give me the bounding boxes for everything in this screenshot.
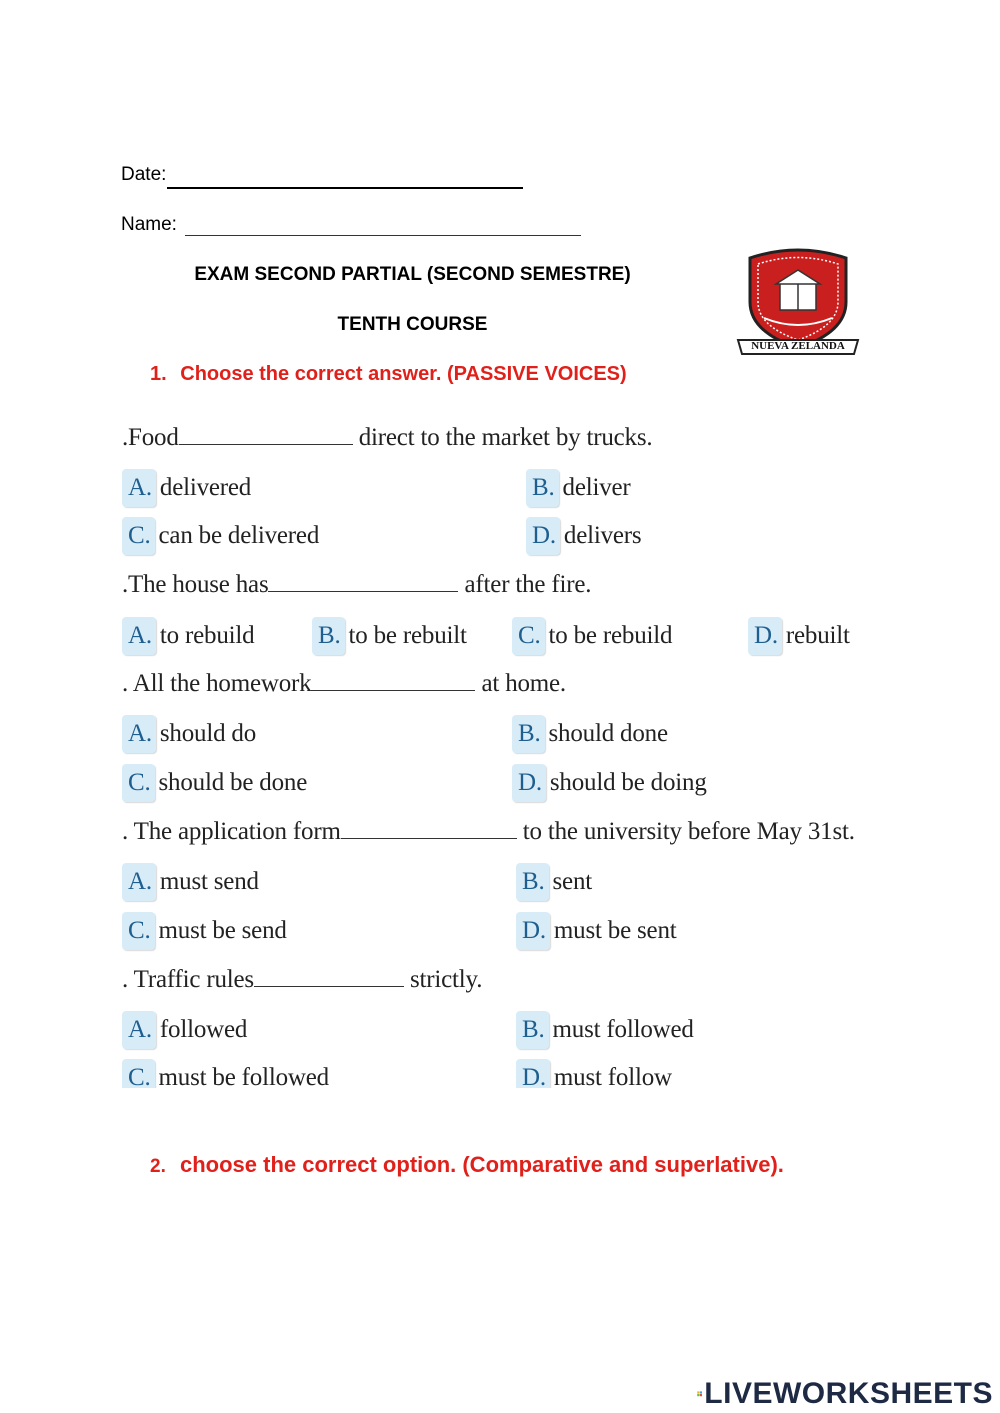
option-letter: A. — [122, 469, 156, 507]
section2-text: choose the correct option. (Comparative and superlative). — [179, 1152, 784, 1177]
q3-option-d[interactable] — [512, 763, 707, 803]
option-text: must send — [159, 868, 259, 895]
option-text: to be rebuild — [548, 622, 673, 649]
option-text: delivered — [159, 474, 252, 501]
option-letter: D. — [516, 912, 550, 950]
q1-option-d[interactable] — [526, 516, 641, 556]
question-1 — [122, 422, 652, 452]
logo-school-name: NUEVA ZELANDA — [751, 340, 845, 352]
option-letter: C. — [512, 617, 545, 655]
option-text: must be sent — [553, 917, 677, 944]
option-text: must be followed — [158, 1064, 329, 1088]
school-logo — [728, 240, 868, 364]
option-letter: B. — [312, 617, 345, 655]
q4-option-a[interactable] — [122, 862, 259, 902]
option-text: should be done — [158, 769, 308, 796]
option-text: should done — [548, 720, 668, 747]
question-3-blank[interactable] — [311, 668, 475, 691]
option-text: can be delivered — [158, 522, 320, 549]
q5-option-d[interactable] — [516, 1058, 672, 1088]
option-letter: B. — [526, 469, 559, 507]
option-letter: C. — [122, 1059, 155, 1088]
question-3 — [122, 668, 566, 698]
q3-option-c[interactable] — [122, 763, 307, 803]
option-letter: C. — [122, 517, 155, 555]
option-letter: B. — [516, 863, 549, 901]
option-letter: B. — [512, 715, 545, 753]
q3-option-b[interactable] — [512, 714, 668, 754]
question-1-before: .Food — [122, 424, 179, 451]
option-text: followed — [159, 1016, 248, 1043]
q4-option-d[interactable] — [516, 911, 677, 951]
question-4-blank[interactable] — [341, 816, 517, 839]
option-letter: A. — [122, 1011, 156, 1049]
option-letter: D. — [516, 1059, 550, 1088]
name-blank[interactable] — [185, 235, 581, 236]
date-blank[interactable] — [167, 187, 523, 189]
question-5-blank[interactable] — [254, 964, 404, 987]
q1-option-c[interactable] — [122, 516, 319, 556]
brand-text: LIVEWORKSHEETS — [704, 1377, 993, 1410]
name-label: Name: — [121, 214, 177, 235]
question-2 — [122, 569, 591, 599]
course-title: TENTH COURSE — [337, 314, 488, 335]
q4-option-c[interactable] — [122, 911, 287, 951]
option-text: rebuilt — [785, 622, 850, 649]
section1-number: 1. — [150, 363, 167, 385]
section1-text: Choose the correct answer. (PASSIVE VOICES) — [180, 363, 627, 385]
option-text: sent — [552, 868, 593, 895]
question-2-blank[interactable] — [268, 569, 458, 592]
date-row — [121, 164, 166, 186]
q2-option-b[interactable] — [312, 616, 467, 656]
section2-instruction — [150, 1152, 784, 1178]
question-1-after: direct to the market by trucks. — [358, 424, 653, 451]
exam-title: EXAM SECOND PARTIAL (SECOND SEMESTRE) — [194, 264, 631, 285]
option-text: must be send — [158, 917, 287, 944]
question-1-blank[interactable] — [179, 422, 353, 445]
liveworksheets-brand[interactable] — [697, 1376, 993, 1412]
option-letter: D. — [526, 517, 560, 555]
option-text: must followed — [552, 1016, 694, 1043]
q5-option-b[interactable] — [516, 1010, 694, 1050]
option-text: should do — [159, 720, 257, 747]
question-2-after: after the fire. — [464, 571, 592, 598]
question-4 — [122, 816, 855, 846]
option-letter: B. — [516, 1011, 549, 1049]
question-5 — [122, 964, 482, 994]
section1-instruction — [150, 363, 627, 386]
q2-option-c[interactable] — [512, 616, 672, 656]
q3-option-a[interactable] — [122, 714, 256, 754]
q4-option-b[interactable] — [516, 862, 592, 902]
name-row — [121, 214, 177, 236]
option-letter: A. — [122, 617, 156, 655]
option-letter: D. — [748, 617, 782, 655]
question-5-before: . Traffic rules — [122, 966, 254, 993]
q2-option-a[interactable] — [122, 616, 254, 656]
option-letter: D. — [512, 764, 546, 802]
q5-option-a[interactable] — [122, 1010, 247, 1050]
option-letter: A. — [122, 715, 156, 753]
question-5-after: strictly. — [410, 966, 483, 993]
option-letter: C. — [122, 912, 155, 950]
q2-option-d[interactable] — [748, 616, 850, 656]
option-text: should be doing — [549, 769, 707, 796]
option-text: must follow — [553, 1064, 672, 1088]
date-label: Date: — [121, 164, 167, 185]
question-4-before: . The application form — [122, 818, 341, 845]
option-text: delivers — [563, 522, 642, 549]
liveworksheets-logo-icon — [697, 1379, 702, 1409]
question-3-after: at home. — [481, 670, 566, 697]
option-text: to be rebuilt — [348, 622, 467, 649]
section2-number: 2. — [150, 1156, 166, 1177]
question-block — [118, 410, 898, 1088]
option-text: to rebuild — [159, 622, 255, 649]
question-2-before: .The house has — [122, 571, 269, 598]
q5-option-c[interactable] — [122, 1058, 329, 1088]
q1-option-a[interactable] — [122, 468, 251, 508]
option-text: deliver — [562, 474, 631, 501]
question-3-before: . All the homework — [122, 670, 312, 697]
question-4-after: to the university before May 31st. — [522, 818, 855, 845]
q1-option-b[interactable] — [526, 468, 631, 508]
option-letter: C. — [122, 764, 155, 802]
option-letter: A. — [122, 863, 156, 901]
